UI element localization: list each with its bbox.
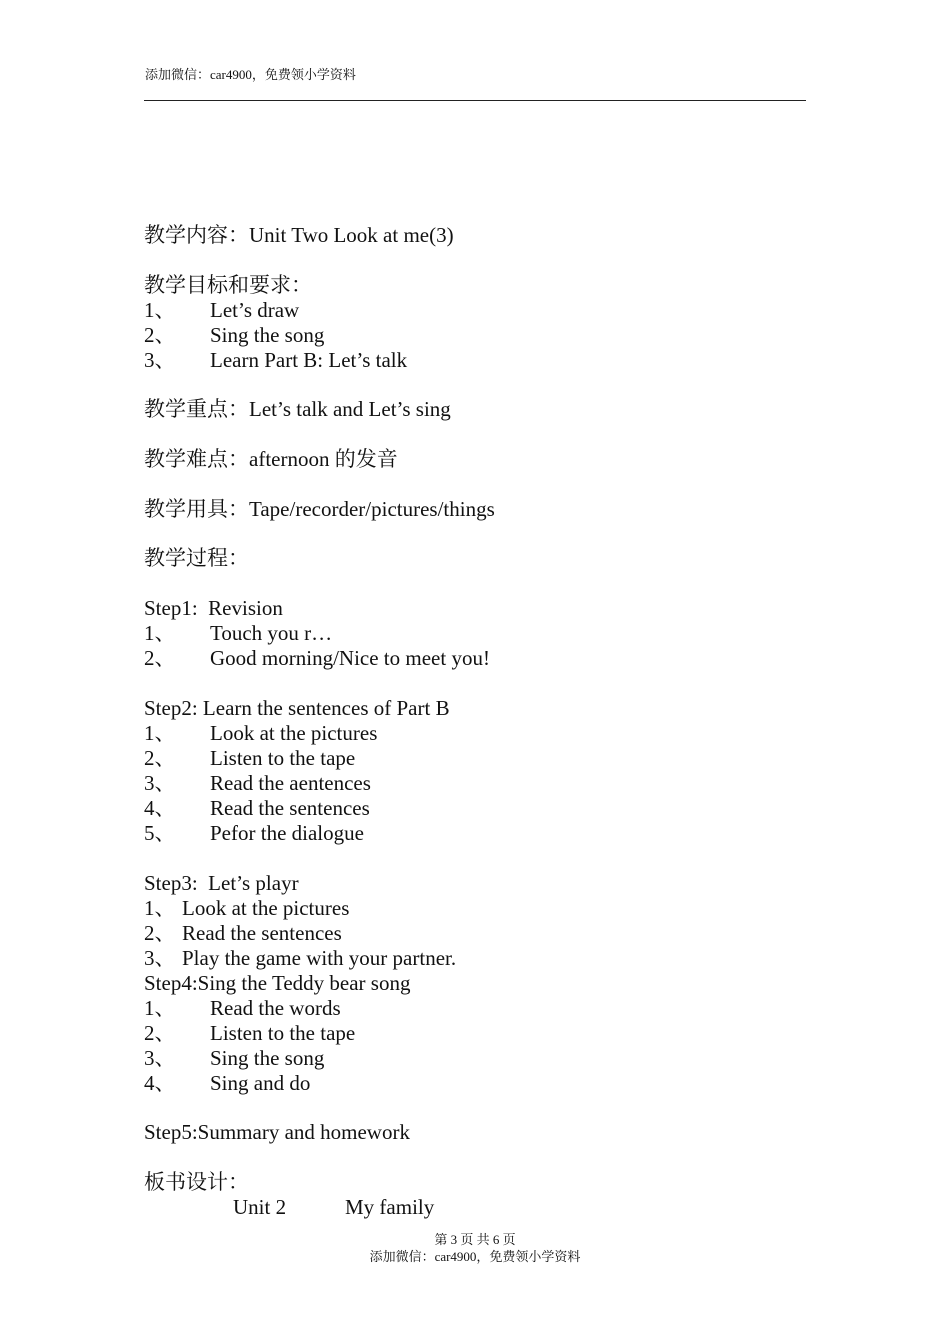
step3-item: 2、 Read the sentences: [144, 920, 342, 945]
step2-title: Step2: Learn the sentences of Part B: [144, 695, 450, 720]
footer-text: 添加微信：car4900，免费领小学资料: [369, 1249, 581, 1264]
header-text: 添加微信：car4900，免费领小学资料: [145, 67, 356, 82]
step2-item: 1、 Look at the pictures: [144, 720, 378, 745]
step1-item: 1、 Touch you r…: [144, 621, 333, 646]
board-unit: Unit 2: [233, 1194, 287, 1219]
teaching-tools: 教学用具：Tape/recorder/pictures/things: [144, 496, 495, 521]
goal-item: 3、 Learn Part B: Let’s talk: [144, 347, 408, 372]
lesson-title: 教学内容：Unit Two Look at me(3): [144, 223, 454, 247]
goals-heading: 教学目标和要求：: [144, 272, 312, 297]
step1-item: 2、 Good morning/Nice to meet you!: [144, 646, 490, 671]
board-topic: My family: [345, 1194, 435, 1219]
goal-item: 2、 Sing the song: [144, 322, 325, 347]
step3-item: 1、 Look at the pictures: [144, 895, 350, 920]
header-rule: [144, 100, 806, 101]
step1-title: Step1: Revision: [144, 596, 283, 621]
board-design: [144, 1195, 804, 1220]
step2-item: 3、 Read the aentences: [144, 770, 371, 795]
step4-item: 3、 Sing the song: [144, 1045, 325, 1070]
step2-item: 4、 Read the sentences: [144, 795, 370, 820]
step3-item: 3、 Play the game with your partner.: [144, 945, 457, 970]
board-heading: 板书设计：: [144, 1169, 249, 1194]
step4-item: 4、 Sing and do: [144, 1070, 311, 1095]
goal-item: 1、 Let’s draw: [144, 297, 300, 322]
difficulty: 教学难点：afternoon 的发音: [144, 447, 398, 472]
footer-page-number: 第 3 页 共 6 页: [434, 1232, 516, 1247]
process-heading: 教学过程：: [144, 546, 249, 571]
step5-title: Step5:Summary and homework: [144, 1120, 410, 1145]
step4-title: Step4:Sing the Teddy bear song: [144, 970, 411, 995]
step3-title: Step3: Let’s playr: [144, 870, 299, 895]
step4-item: 2、 Listen to the tape: [144, 1020, 356, 1045]
step2-item: 5、 Pefor the dialogue: [144, 820, 364, 845]
lesson-plan-body: [144, 223, 804, 1220]
step4-item: 1、 Read the words: [144, 995, 341, 1020]
key-points: 教学重点：Let’s talk and Let’s sing: [144, 397, 451, 422]
step2-item: 2、 Listen to the tape: [144, 745, 356, 770]
